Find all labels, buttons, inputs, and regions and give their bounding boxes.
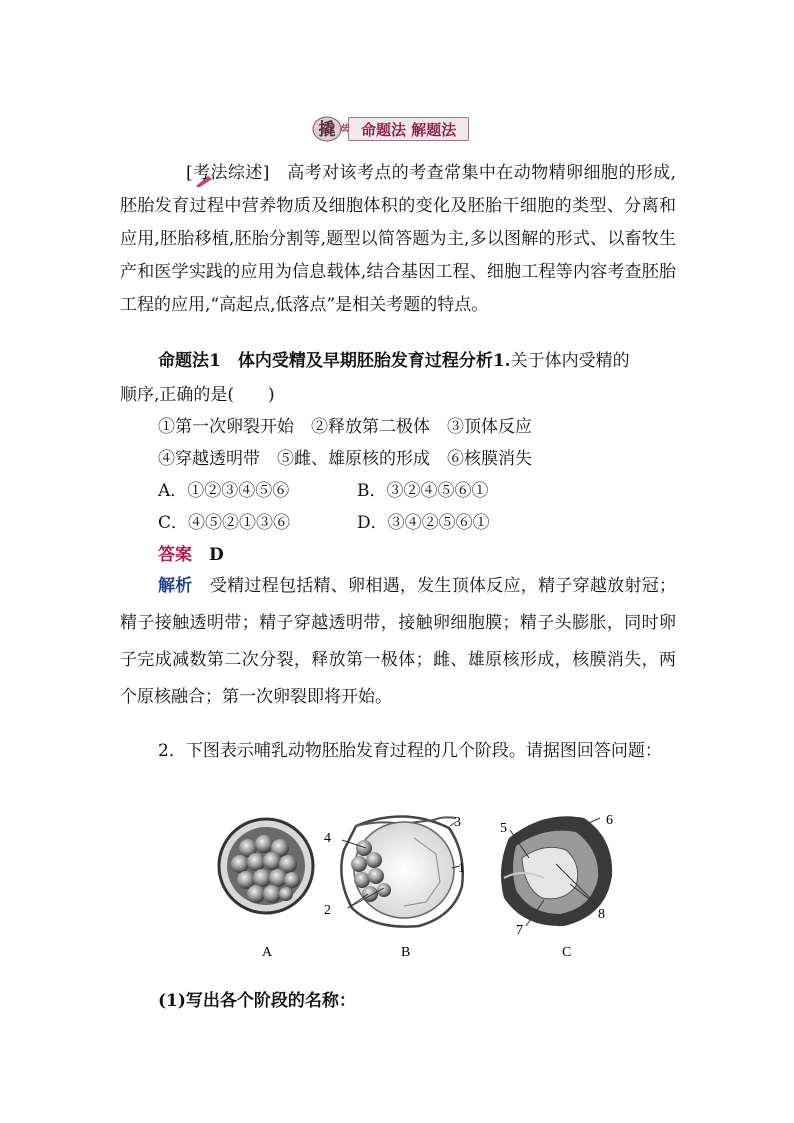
label-5: 5: [500, 821, 507, 836]
answer-label: 答案: [158, 545, 192, 565]
label-4: 4: [324, 831, 331, 846]
answer-line: [158, 540, 224, 565]
question1-items-line1: ①第一次卵裂开始 ②释放第二极体 ③顶体反应: [158, 417, 532, 437]
method1-heading: [158, 346, 630, 371]
overview-paragraph: [120, 157, 676, 322]
question2-text: 2．下图表示哺乳动物胚胎发育过程的几个阶段。请据图回答问题：: [158, 741, 662, 761]
overview-tag: [考法综述]: [186, 163, 270, 183]
label-6: 6: [606, 813, 613, 828]
pencil-icon: [156, 167, 176, 181]
label-a: A: [262, 945, 273, 960]
label-c: C: [562, 945, 572, 960]
label-3: 3: [454, 815, 461, 830]
method1-label: 命题法1: [158, 351, 221, 371]
analysis-text: 受精过程包括精、卵相遇，发生顶体反应，精子穿越放射冠；精子接触透明带；精子穿越透明带，接触卵细胞膜；精子头膨胀，同时卵子完成减数第二次分裂，释放第一极体；雌、雄原核形成，核膜消失，两个原核融合；第一次卵裂即将开始。: [120, 576, 677, 707]
badge-icon-char: 撬: [318, 120, 336, 140]
badge-icon-sub: 法: [339, 124, 349, 134]
stage-b-blastocyst: [341, 816, 462, 926]
option-d: D．③④②⑤⑥①: [357, 513, 490, 533]
label-7: 7: [516, 923, 523, 938]
stage-a-morula: [219, 819, 313, 913]
analysis-paragraph: [120, 568, 676, 716]
section-badge: [312, 116, 469, 142]
question1-text-line2: 顺序,正确的是( ): [120, 385, 275, 405]
answer-value: D: [209, 545, 224, 565]
question1-items-line2: ④穿越透明带 ⑤雌、雄原核的形成 ⑥核膜消失: [158, 449, 532, 469]
badge-label: 命题法 解题法: [348, 117, 469, 141]
label-1: 1: [458, 861, 465, 876]
question1-number: 1.: [492, 351, 511, 371]
label-8: 8: [598, 907, 605, 922]
method1-title: 体内受精及早期胚胎发育过程分析: [237, 351, 493, 371]
question1-text-line1: 关于体内受精的: [510, 351, 630, 371]
overview-text: 高考对该考点的考查常集中在动物精卵细胞的形成,胚胎发育过程中营养物质及细胞体积的变化及胚胎干细胞的类型、分离和应用,胚胎移植,胚胎分割等,题型以简答题为主,多以图解的形式、以畜牧生产和医学实践的应用为信息载体,结合基因工程、细胞工程等内容考查胚胎工程的应用,“高起点,低落点”是相关考题的特点。: [120, 163, 677, 315]
label-2: 2: [324, 903, 331, 918]
option-c: C．④⑤②①③⑥: [158, 513, 291, 533]
stage-c-gastrula: [501, 816, 612, 926]
badge-icon: [312, 116, 350, 142]
label-b: B: [401, 945, 411, 960]
embryo-figure: [204, 798, 624, 973]
option-b: B．③②④⑤⑥①: [357, 481, 489, 501]
question2-sub1: (1)写出各个阶段的名称：: [158, 991, 356, 1011]
analysis-label: 解析: [158, 576, 193, 596]
option-a: A．①②③④⑤⑥: [158, 481, 290, 501]
